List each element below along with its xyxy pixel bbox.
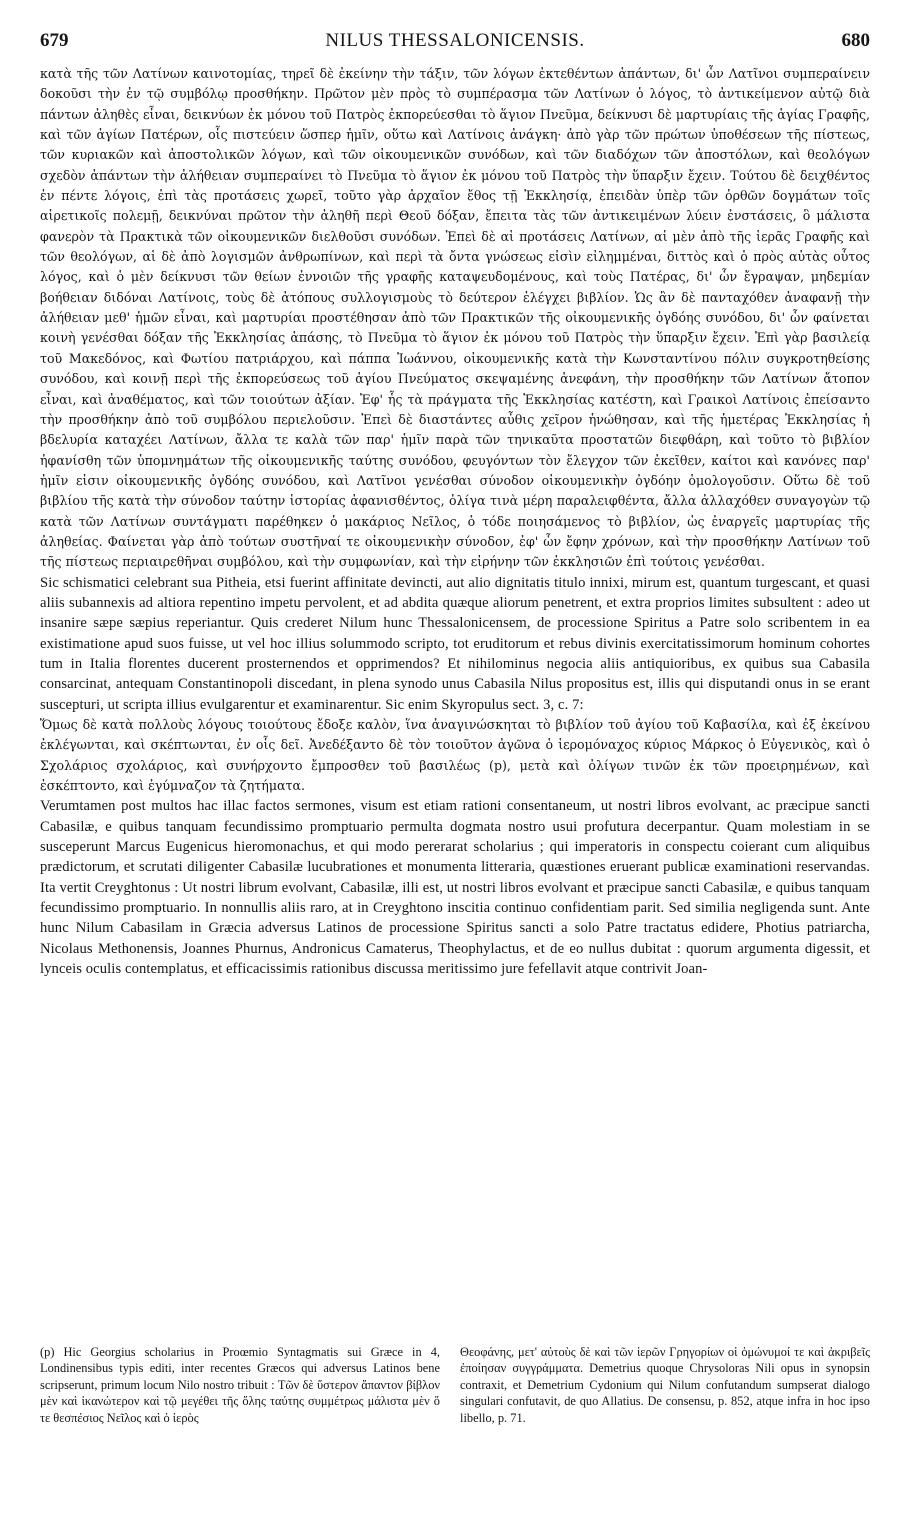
footnote-left-column: (p) Hic Georgius scholarius in Proœmio Syntagmatis sui Græce in 4, Londinensibus typis editi, inter recentes Græcos qui adversus Latinos bene scripserunt, primum locum Nilo nostro tribuit : Τῶν δὲ ὕστερον ἅπαντον βίβλον μὲν καὶ ἱκανώτερον καὶ τῷ μεγέθει τῆς ὅλης ταύτης συμμέτρως μάλιστα μὲν ὅ τε θεσπέσιος Νεῖλος καὶ ὁ ἱερὸς — [40, 1345, 440, 1425]
latin-translation: Verumtamen post multos hac illac factos sermones, visum est etiam rationi consentaneum, ut nostri libros evolvant, ac præcipue sancti Cabasilæ, e quibus tanquam fecundissimo promptuario permulta dogmata nostro usui profutura decerpantur. Quam molestiam in se susceperunt Marcus Eugenicus hieromonachus, et qui modo pererarat scholarius ; qui imperatoris in conspectu coierant cum aliquibus prædictorum, et scrutati diligenter Cabasilæ lucubrationes et monumenta litteraria, quæstiones eruerant publicæ examinationi reservandas. Ita vertit Creyghtonus : Ut nostri librum evolvant, Cabasilæ, illi est, ut nostri libros evolvant et præcipue sancti Cabasilæ, e quibus tanquam fecundissimo promptuario. In nonnullis aliis raro, at in Creyghtono inscitia continuo confidentiam parit. Sed similia negligenda sunt. Ante hunc Nilum Cabasilam in Græcia adversus Latinos de processione Spiritus sancti a solo Patre tractatus edidere, Photius patriarcha, Nicolaus Methonensis, Joannes Phurnus, Andronicus Camaterus, Theophylactus, et de eo nullus dubitat : quorum argumenta digessit, et lynceis oculis contemplatus, et efficacissimis rationibus discussa meritissimo jure fefellavit atque contrivit Joan- — [40, 798, 870, 978]
footnotes — [40, 1344, 870, 1426]
right-page-number: 680 — [841, 30, 870, 51]
footnote-right-column: Θεοφάνης, μετ' αὐτοὺς δὲ καὶ τῶν ἱερῶν Γρηγορίων οἱ ὁμώνυμοί τε καὶ ἀκριβεῖς ἐποίησαν συγγράμματα. Demetrius quoque Chrysoloras Nili opus in synopsin contraxit, et Demetrium Cydonium qui Nilum confutandum sumpserat dialogo singulari confutavit, de quo Allatius. De consensu, p. 852, atque infra in hoc ipso libello, p. 71. — [460, 1345, 870, 1425]
greek-quotation: Ὅμως δὲ κατὰ πολλοὺς λόγους τοιούτους ἔδοξε καλὸν, ἵνα ἀναγινώσκηται τὸ βιβλίον τοῦ ἁγίου τοῦ Καβασίλα, καὶ ἐξ ἐκείνου ἐκλέγωνται, καὶ σκέπτωνται, ἐν οἷς δεῖ. Ἀνεδέξαντο δὲ τὸν τοιοῦτον ἀγῶνα ὁ ἱερομόναχος κύριος Μάρκος ὁ Εὐγενικὸς, καὶ ὁ Σχολάριος σχολάριος, καὶ συνήρχοντο ἔμπροσθεν τοῦ βασιλέως (p), μετὰ καὶ ὀλίγων τινῶν ἐκ τῶν προειρημένων, καὶ ἐσκέπτοντο, καὶ ἐγύμναζον τὰ ζητήματα. — [40, 717, 870, 794]
running-title: NILUS THESSALONICENSIS. — [325, 30, 585, 51]
left-page-number: 679 — [40, 30, 69, 51]
main-text — [40, 64, 870, 979]
latin-paragraph: Sic schismatici celebrant sua Pitheia, etsi fuerint affinitate devincti, aut alio dignitatis titulo innixi, mirum est, quantum turgescant, et quasi aliis subannexis ad altiora repentino impetu pervolent, et ad abdita quæque aliorum penetrent, et extra proprios limites subsultent : adeo ut insanire sæpe sæpius reperiantur. Quis crederet Nilum hunc Thessalonicensem, de processione Spiritus a Patre solo scribentem in ea existimatione apud suos fuisse, ut vel hoc illius solummodo scripto, tot eruditorum et rebus divinis exercitatissimorum hominum cohortes tum in Italia florentes ducerent prosternendos et opprimendos? Et nihilominus negocia aliis antiquioribus, ex quibus sua Cabasila consarcinat, antequam Constantinopoli discedant, in plena synodo unus Cabasila Nilus propositus est, illis qui disputandi onus in se erant suscepturi, ut scripta illius evulgarentur et examinarentur. Sic enim Skyropulus sect. 3, c. 7: — [40, 574, 870, 713]
running-header — [40, 30, 870, 60]
greek-paragraph: κατὰ τῆς τῶν Λατίνων καινοτομίας, τηρεῖ δὲ ἐκείνην τὴν τάξιν, τῶν λόγων ἐκτεθέντων ἁπάντων, δι' ὧν Λατῖνοι συμπεραίνειν δοκοῦσι τὴν ἐν τῷ συμβόλῳ προσθήκην. Πρῶτον μὲν πρὸς τὸ συμπέρασμα τῶν Λατίνων ὁ λόγος, τὸ ἀντικείμενον αὐτῷ διὰ πάντων ἀληθὲς εἶναι, δεικνύων ἐκ μόνου τοῦ Πατρὸς ἐκπορεύεσθαι τὸ ἅγιον Πνεῦμα, δείκνυσι δὲ μαρτυρίαις τῆς ἁγίας Γραφῆς, καὶ τῶν ἁγίων Πατέρων, οἷς πιστεύειν ὥσπερ ἡμῖν, οὕτω καὶ Λατίνοις ἀνάγκη· ἀπὸ γὰρ τῶν πρώτων ὑποθέσεων τῆς πίστεως, τῶν κυριακῶν καὶ ἀποστολικῶν λόγων, καὶ τῶν οἰκουμενικῶν συνόδων, καὶ τῶν διαδόχων τῶν ἀποστόλων, καὶ θεολόγων σχεδὸν ἁπάντων τὴν ἀλήθειαν συμπεραίνει τὸ Πνεῦμα τὸ ἅγιον ἐκ μόνου τοῦ Πατρὸς τὴν ὕπαρξιν ἔχειν. Τούτου δὲ δειχθέντος ἐν πέντε λόγοις, ἐπὶ τὰς προτάσεις χωρεῖ, τοῦτο γὰρ ἀρχαῖον ἔθος τῇ Ἐκκλησίᾳ, ἐπειδὰν ὑπὲρ τῶν ὀρθῶν δογμάτων τοῖς αἱρετικοῖς πολεμῇ, δεικνύναι πρῶτον τὴν ἀληθῆ περὶ Θεοῦ δόξαν, ἔπειτα τὰς τῶν ἀντικειμένων λύειν ἐνστάσεις, ὃ μάλιστα φανερὸν τὰ Πρακτικὰ τῶν οἰκουμενικῶν διελθοῦσι συνόδων. Ἐπεὶ δὲ αἱ προτάσεις Λατίνων, αἱ μὲν ἀπὸ τῆς ἱερᾶς Γραφῆς καὶ τῶν θεολόγων, αἱ δὲ ἀπὸ λογισμῶν ἀνθρωπίνων, καὶ περὶ τὰ ὄντα γνώσεως εἰσὶν εἰλημμέναι, διττὸς καὶ ὁ πρὸς αὐτὰς οὗτος λόγος, καὶ ὁ μὲν δείκνυσι τῶν θείων ἐννοιῶν τῆς γραφῆς καταψευδομένους, καὶ τοὺς Πατέρας, δι' ὧν ἔγραψαν, μηδεμίαν βοήθειαν διδόναι Λατίνοις, τοὺς δὲ ἀτόπους συλλογισμοὺς τὸ δεύτερον ἐλέγχει βιβλίον. Ὡς ἂν δὲ πανταχόθεν ἀναφανῇ τὴν ἀλήθειαν μεθ' ἡμῶν εἶναι, καὶ μαρτυρίαι προστέθησαν ἀπὸ τῶν Πρακτικῶν τῆς οἰκουμενικῆς ὀγδόης συνόδου, δι' ὧν φαίνεται κοινὴ γενέσθαι δόξαν τῆς Ἐκκλησίας ἁπάσης, τὸ Πνεῦμα τὸ ἅγιον ἐκ μόνου τοῦ Πατρὸς τὴν ὕπαρξιν ἔχειν. Ἐπὶ γὰρ βασιλείᾳ τοῦ Μακεδόνος, καὶ Φωτίου πατριάρχου, καὶ πάππα Ἰωάννου, οἰκουμενικῆς κατὰ τὴν Κωνσταντίνου πόλιν συγκροτηθείσης συνόδου, καὶ κοινῇ περὶ τῆς ἐκπορεύσεως τοῦ ἁγίου Πνεύματος σκεψαμένης ἀνεφάνη, τὴν προσθήκην τῶν Λατίνων ἄτοπον εἶναι, καὶ ἀναθέματος, καὶ τῶν τοιούτων ἀξίαν. Ἐφ' ἧς τὰ πράγματα τῆς Ἐκκλησίας κατέστη, καὶ Γραικοὶ Λατίνοις ἐπείσαντο τὴν προσθήκην ἀπὸ τοῦ συμβόλου περιελοῦσιν. Ἐπεὶ δὲ διαστάντες αὖθις χεῖρον ἡνώθησαν, καὶ τῆς ἡμετέρας Ἐκκλησίας ἡ βδελυρία καταχέει Λατίνων, ἄλλα τε καλὰ τῶν παρ' ἡμῖν παρὰ τῶν τηνικαῦτα προστατῶν διεφθάρη, καὶ τοῦτο τὸ βιβλίον ἠφανίσθη τῶν ὑπομνημάτων τῆς οἰκουμενικῆς ταύτης συνόδου, φευγόντων τὸν ἔλεγχον τῶν ἐκεῖθεν, καίτοι καὶ κανόνες παρ' ἡμῖν εἰσιν οἰκουμενικῆς ὀγδόης συνόδου, καὶ Λατῖνοι γενέσθαι σύνοδον οἰκουμενικὴν ὀγδόην ὁμολογοῦσιν. Οὕτω δὲ τοῦ βιβλίου τῆς κατὰ τὴν σύνοδον ταύτην ἱστορίας ἀφανισθέντος, ὀλίγα τινὰ μέρη παραλειφθέντα, ἄλλα ἀλλαχόθεν συναγογὼν τῷ κατὰ τῶν Λατίνων συντάγματι παρέθηκεν ὁ μακάριος Νεῖλος, ὁ τόδε ποιησάμενος τὸ βιβλίον, ὡς ἐναργεῖς μαρτυρίας τῆς ἀληθείας. Φαίνεται γὰρ ἀπὸ τούτων συστῆναί τε οἰκουμενικὴν σύνοδον, ἐφ' ὧν ἔφην χρόνων, καὶ τὴν προσθήκην Λατίνων τοῦ τῆς πίστεως περιαιρεθῆναι συμβόλου, καὶ τὴν συμφωνίαν, καὶ τὴν εἰρήνην τῶν ἐκκλησιῶν ἐπὶ τούτοις γενέσθαι. — [40, 66, 870, 570]
